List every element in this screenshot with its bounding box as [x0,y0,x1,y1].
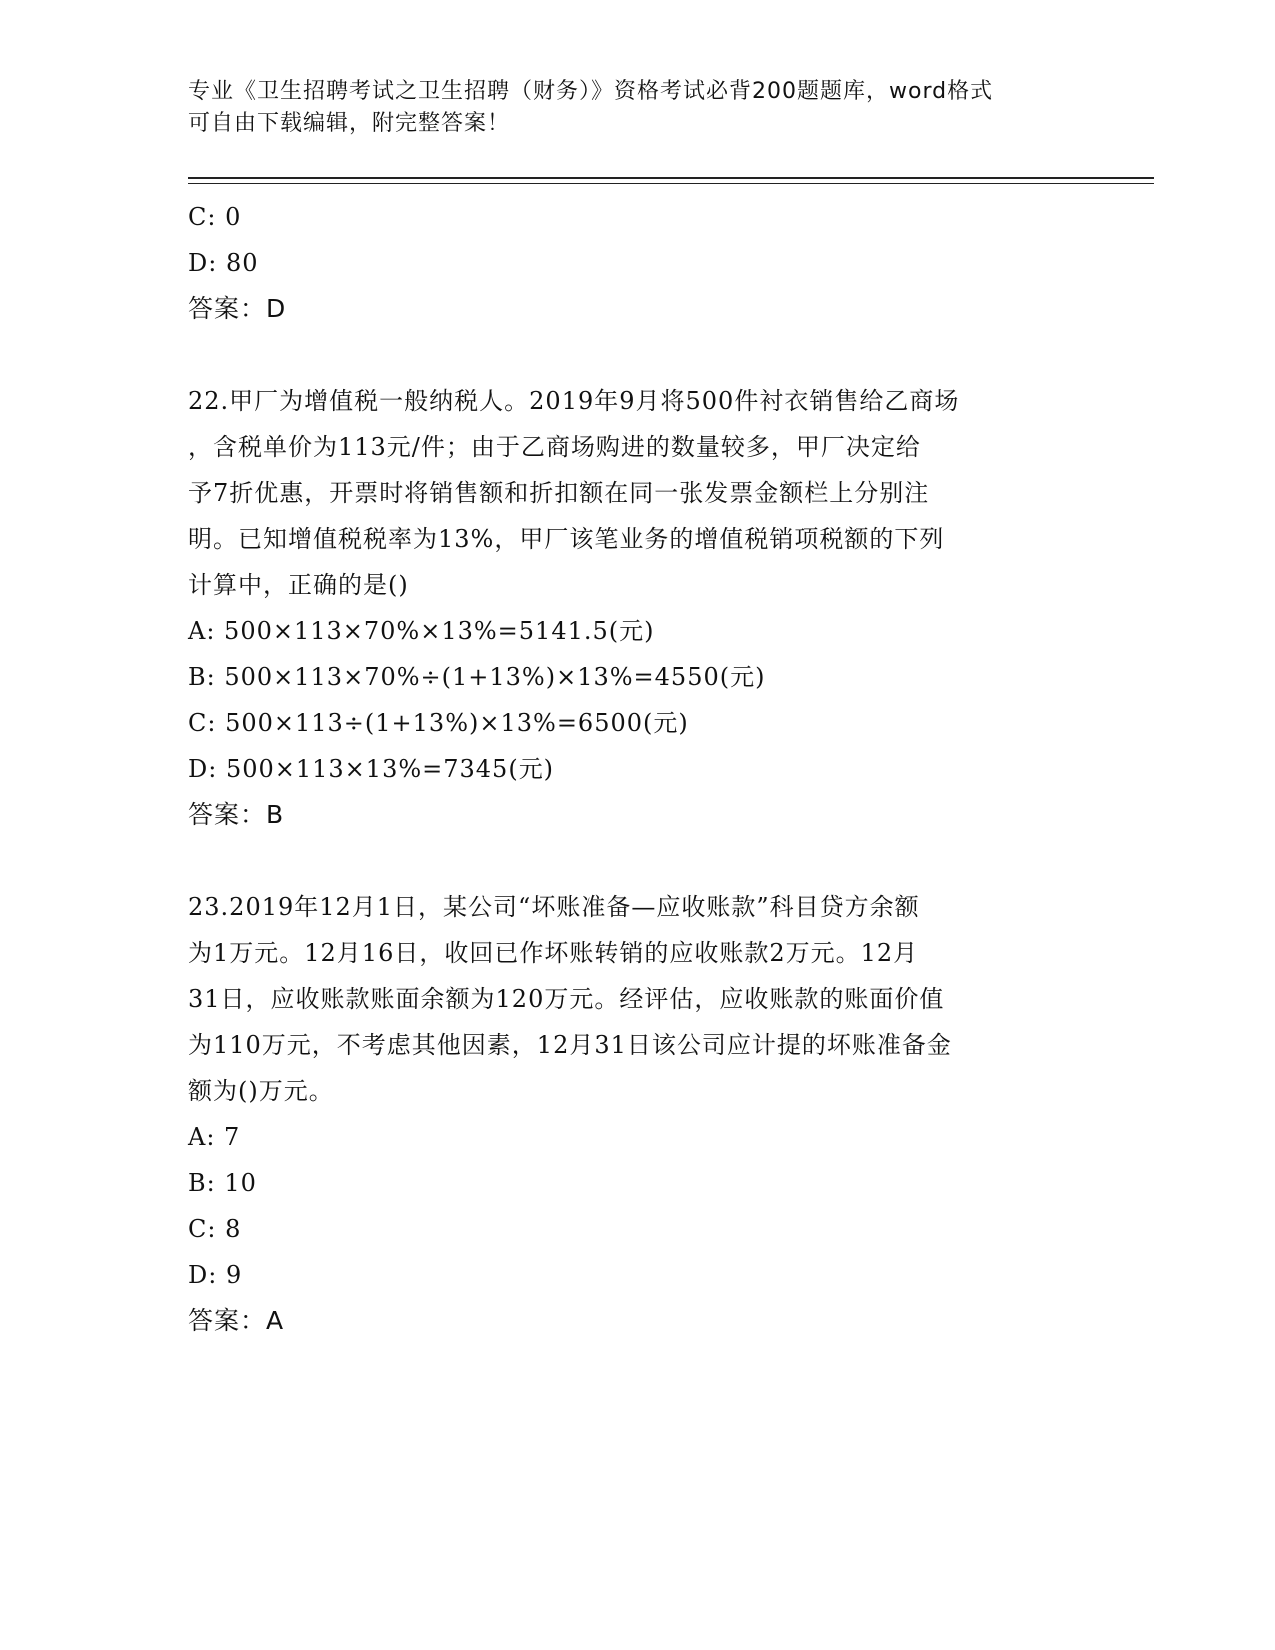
document-body [188,194,1098,1344]
option-d: D: 9 [188,1261,243,1289]
question-text-line: 为110万元，不考虑其他因素，12月31日该公司应计提的坏账准备金 [188,1031,952,1059]
question-text-line: 22.甲厂为增值税一般纳税人。2019年9月将500件衬衣销售给乙商场 [188,387,960,415]
question-text-line: ，含税单价为113元/件；由于乙商场购进的数量较多，甲厂决定给 [188,433,921,461]
question-text-line: 额为()万元。 [188,1077,334,1105]
answer-line: 答案：A [188,1306,285,1335]
spacer [188,838,1098,884]
option-c: C: 8 [188,1215,242,1243]
question-text-line: 为1万元。12月16日，收回已作坏账转销的应收账款2万元。12月 [188,939,919,967]
option-d: D: 80 [188,249,259,277]
document-header [188,76,1088,140]
question-text-line: 31日，应收账款账面余额为120万元。经评估，应收账款的账面价值 [188,985,945,1013]
answer-line: 答案：B [188,800,285,829]
question-text-line: 计算中，正确的是() [188,571,409,599]
question-22 [188,378,1098,838]
question-text-line: 明。已知增值税税率为13%，甲厂该笔业务的增值税销项税额的下列 [188,525,945,553]
answer-line: 答案：D [188,294,287,323]
question-21-tail [188,194,1098,332]
option-b: B: 500×113×70%÷(1+13%)×13%=4550(元) [188,663,766,691]
question-text-line: 予7折优惠，开票时将销售额和折扣额在同一张发票金额栏上分别注 [188,479,930,507]
header-divider-thin [188,183,1154,184]
spacer [188,332,1098,378]
option-c: C: 0 [188,203,242,231]
header-title-line-2: 可自由下载编辑，附完整答案！ [188,111,511,136]
question-23 [188,884,1098,1344]
header-title-line-1: 专业《卫生招聘考试之卫生招聘（财务）》资格考试必背200题题库，word格式 [188,79,994,104]
option-a: A: 500×113×70%×13%=5141.5(元) [188,617,655,645]
question-text-line: 23.2019年12月1日，某公司“坏账准备—应收账款”科目贷方余额 [188,893,920,921]
option-a: A: 7 [188,1123,241,1151]
header-divider-thick [188,177,1154,179]
option-d: D: 500×113×13%=7345(元) [188,755,555,783]
option-c: C: 500×113÷(1+13%)×13%=6500(元) [188,709,689,737]
option-b: B: 10 [188,1169,257,1197]
